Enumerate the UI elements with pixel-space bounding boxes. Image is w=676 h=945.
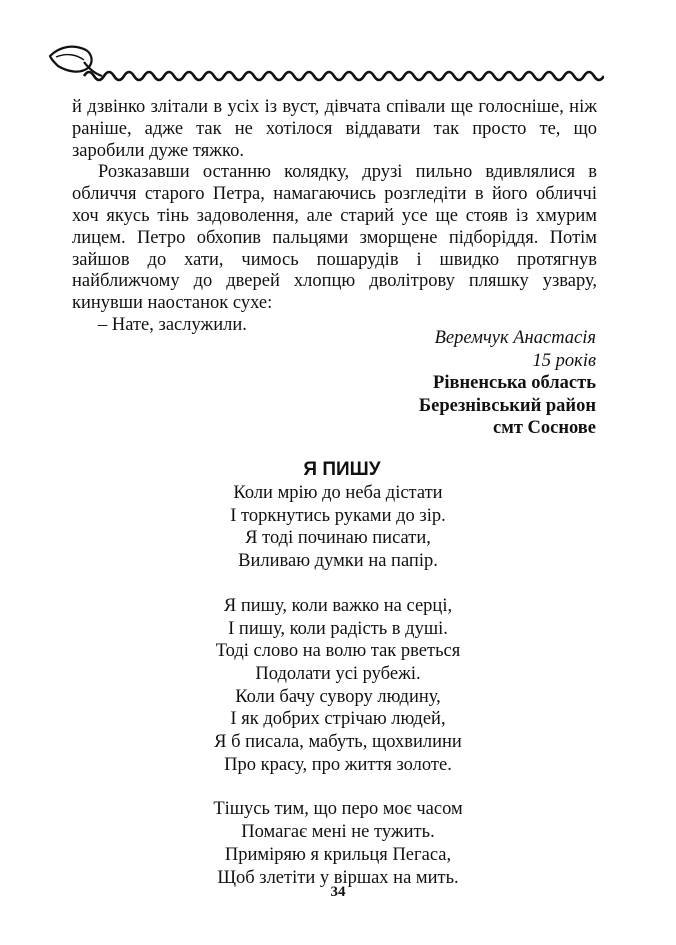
poem-line: Коли бачу сувору людину, [235,686,441,707]
poem-line: Помагає мені не тужить. [241,822,435,843]
poem-line: Приміряю я крильця Пегаса, [224,844,452,865]
stanza-1 [0,482,676,573]
poem [0,458,676,911]
author-name: Веремчук Анастасія [434,328,596,348]
author-signature [419,327,596,440]
poem-line: І пишу, коли радість в душі. [228,618,448,639]
poem-title: Я ПИШУ [303,459,381,480]
stanza-2 [0,595,676,777]
author-age: 15 років [532,350,596,371]
quill-wave-ornament-icon [44,40,604,90]
poem-line: Я тоді починаю писати, [245,528,431,549]
page-number: 34 [330,884,346,900]
poem-line: Про красу, про життя золоте. [224,754,452,775]
poem-line: Виливаю думки на папір. [238,551,438,572]
poem-line: Тоді слово на волю так рветься [215,641,461,662]
author-district: Березнівський район [418,395,596,416]
poem-line: І торкнутись руками до зір. [230,505,446,526]
story-text [72,97,597,337]
poem-line: Коли мрію до неба дістати [233,483,443,503]
poem-line: Я пишу, коли важко на серці, [223,595,453,616]
poem-line: Подолати усі рубежі. [255,663,421,684]
author-region: Рівненська область [433,373,596,393]
poem-line: Я б писала, мабуть, щохвилини [214,732,462,753]
poem-line: Тішусь тим, що перо моє часом [213,799,463,820]
poem-line: Щоб злетіти у віршах на мить. [217,867,459,888]
poem-line: І як добрих стрічаю людей, [230,709,446,730]
stanza-3 [0,798,676,889]
paragraph-1: й дзвінко злітали в усіх із вуст, дівчата співали ще голосніше, ніж раніше, адже так не хотілося віддавати так просто те, що заробили дуже тяжко. [72,97,597,161]
author-town: смт Соснове [493,418,596,438]
paragraph-2: Розказавши останню колядку, друзі пильно вдивлялися в обличчя старого Петра, намагаючись розгледіти в його обличчі хоч якусь тінь задоволення, але старий усе ще стояв із хмурим лицем. Петро обхопив пальцями зморщене підборіддя. Потім зайшов до хати, чимось пошарудів і швидко протягнув найближчому до дверей хлопцю дволітрову пляшку узвару, кинувши наостанок сухе: [72,162,597,314]
paragraph-3: – Нате, заслужили. [98,314,247,335]
